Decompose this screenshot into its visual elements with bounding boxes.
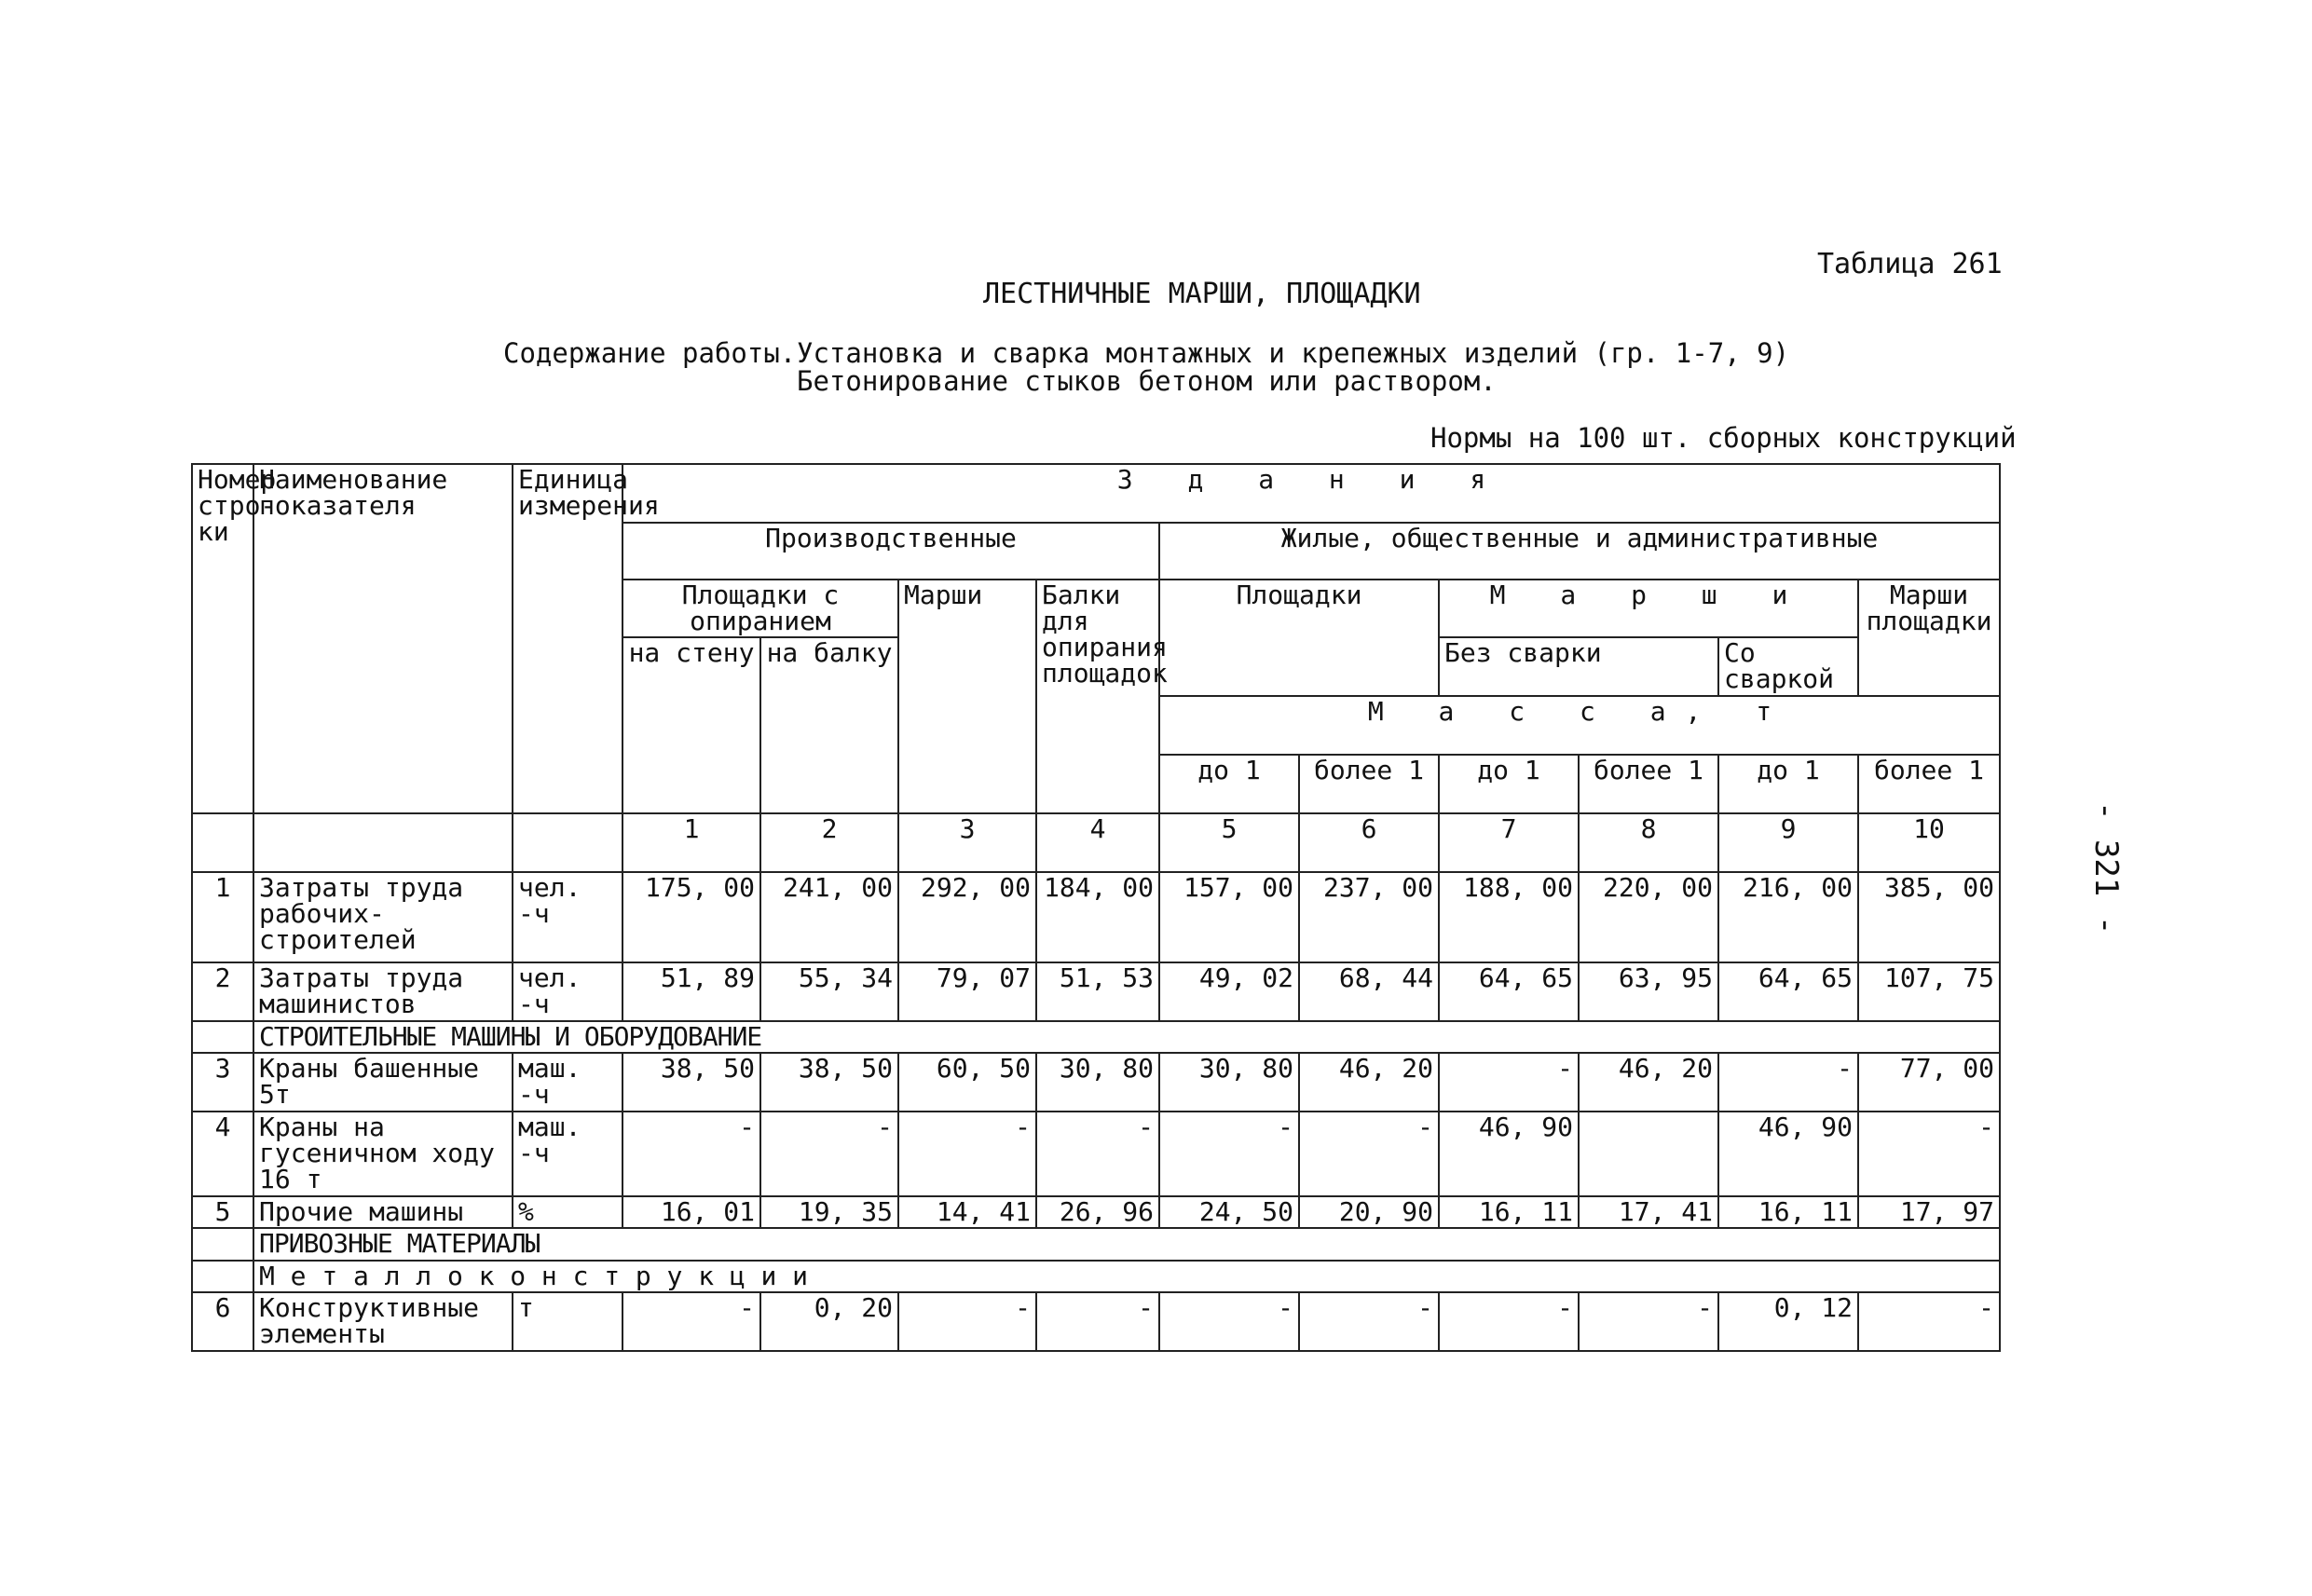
work-content-line-1: Установка и сварка монтажных и крепежных изделий (гр. 1-7, 9) (797, 337, 1790, 369)
value-cell: - (1159, 1292, 1299, 1351)
value-cell: 51, 89 (622, 962, 760, 1021)
header-flights: Марши (898, 580, 1036, 813)
table-body (192, 872, 2000, 1352)
page-number: - 321 - (2087, 801, 2125, 935)
value-cell: 30, 80 (1159, 1053, 1299, 1112)
header-empty-cell (192, 813, 253, 872)
value-cell: - (1036, 1112, 1159, 1196)
work-content-line-2: Бетонирование стыков бетоном или раствором. (797, 365, 1497, 397)
header-row-number: Номер стро-ки (192, 464, 253, 813)
value-cell: 64, 65 (1439, 962, 1579, 1021)
header-on-beam: на балку (760, 637, 898, 812)
work-content-label: Содержание работы. (503, 337, 797, 369)
table-row (192, 1292, 2000, 1351)
header-on-wall: на стену (622, 637, 760, 812)
value-cell: 17, 97 (1858, 1196, 2000, 1228)
table-row (192, 1196, 2000, 1228)
value-cell: - (1439, 1292, 1579, 1351)
value-cell: - (1299, 1112, 1439, 1196)
column-number: 2 (760, 813, 898, 872)
value-cell: - (622, 1112, 760, 1196)
header-over-1: более 1 (1299, 755, 1439, 813)
header-buildings: З д а н и я (622, 464, 2000, 523)
section-title: СТРОИТЕЛЬНЫЕ МАШИНЫ И ОБОРУДОВАНИЕ (253, 1021, 2000, 1053)
row-number: 3 (192, 1053, 253, 1112)
header-with-welding: Со сваркой (1718, 637, 1858, 696)
table-row (192, 1053, 2000, 1112)
value-cell: 216, 00 (1718, 872, 1858, 962)
norm-table (191, 463, 2001, 1352)
header-empty-cell (253, 813, 513, 872)
unit: маш. -ч (513, 1112, 622, 1196)
column-number: 10 (1858, 813, 2000, 872)
column-number: 6 (1299, 813, 1439, 872)
value-cell: - (1579, 1292, 1718, 1351)
value-cell: 20, 90 (1299, 1196, 1439, 1228)
column-number: 1 (622, 813, 760, 872)
value-cell: 68, 44 (1299, 962, 1439, 1021)
row-number: 2 (192, 962, 253, 1021)
value-cell: - (1159, 1112, 1299, 1196)
column-number: 7 (1439, 813, 1579, 872)
value-cell: 46, 90 (1718, 1112, 1858, 1196)
unit: чел. -ч (513, 872, 622, 962)
value-cell: 241, 00 (760, 872, 898, 962)
header-residential: Жилые, общественные и административные (1159, 523, 2000, 580)
header-flights-spaced: М а р ш и (1439, 580, 1858, 638)
row-number: 6 (192, 1292, 253, 1351)
header-industrial: Производственные (622, 523, 1159, 580)
row-number: 1 (192, 872, 253, 962)
indicator-name: Конструктивные элементы (253, 1292, 513, 1351)
header-beams: Балки для опирания площадок (1036, 580, 1159, 813)
section-row (192, 1228, 2000, 1260)
indicator-name: Краны на гусеничном ходу 16 т (253, 1112, 513, 1196)
indicator-name: Затраты труда машинистов (253, 962, 513, 1021)
document-title: ЛЕСТНИЧНЫЕ МАРШИ, ПЛОЩАДКИ (983, 278, 1421, 310)
row-number: 4 (192, 1112, 253, 1196)
value-cell: 51, 53 (1036, 962, 1159, 1021)
header-platforms: Площадки (1159, 580, 1439, 697)
value-cell: 46, 20 (1579, 1053, 1718, 1112)
value-cell: 16, 11 (1439, 1196, 1579, 1228)
value-cell: 0, 12 (1718, 1292, 1858, 1351)
value-cell: - (1036, 1292, 1159, 1351)
header-platforms-support: Площадки с опиранием (622, 580, 898, 638)
column-number: 5 (1159, 813, 1299, 872)
section-blank-cell (192, 1021, 253, 1053)
header-up-to-1: до 1 (1439, 755, 1579, 813)
value-cell: 46, 90 (1439, 1112, 1579, 1196)
table-row (192, 962, 2000, 1021)
unit: т (513, 1292, 622, 1351)
value-cell: 107, 75 (1858, 962, 2000, 1021)
value-cell: - (1858, 1112, 2000, 1196)
value-cell: 64, 65 (1718, 962, 1858, 1021)
value-cell: - (1439, 1053, 1579, 1112)
section-row (192, 1261, 2000, 1292)
value-cell: 16, 11 (1718, 1196, 1858, 1228)
table-row (192, 872, 2000, 962)
value-cell: 157, 00 (1159, 872, 1299, 962)
indicator-name: Затраты труда рабочих-строителей (253, 872, 513, 962)
value-cell: 17, 41 (1579, 1196, 1718, 1228)
value-cell: - (1299, 1292, 1439, 1351)
header-flights-platforms: Марши площадки (1858, 580, 2000, 697)
header-unit: Единица измерения (513, 464, 622, 813)
header-up-to-1: до 1 (1159, 755, 1299, 813)
header-no-welding: Без сварки (1439, 637, 1718, 696)
value-cell: 60, 50 (898, 1053, 1036, 1112)
value-cell: - (898, 1292, 1036, 1351)
header-indicator-name: Наименование показателя (253, 464, 513, 813)
section-blank-cell (192, 1228, 253, 1260)
header-mass: М а с с а, т (1159, 696, 2000, 755)
value-cell: 38, 50 (760, 1053, 898, 1112)
indicator-name: Краны башенные 5т (253, 1053, 513, 1112)
value-cell: 175, 00 (622, 872, 760, 962)
header-up-to-1: до 1 (1718, 755, 1858, 813)
value-cell: 38, 50 (622, 1053, 760, 1112)
section-title: ПРИВОЗНЫЕ МАТЕРИАЛЫ (253, 1228, 2000, 1260)
value-cell: 55, 34 (760, 962, 898, 1021)
indicator-name: Прочие машины (253, 1196, 513, 1228)
value-cell: 0, 20 (760, 1292, 898, 1351)
value-cell: 14, 41 (898, 1196, 1036, 1228)
value-cell: 77, 00 (1858, 1053, 2000, 1112)
table-number: Таблица 261 (1817, 248, 2003, 280)
value-cell: 385, 00 (1858, 872, 2000, 962)
value-cell: 63, 95 (1579, 962, 1718, 1021)
value-cell: 292, 00 (898, 872, 1036, 962)
value-cell: - (1718, 1053, 1858, 1112)
column-number: 9 (1718, 813, 1858, 872)
header-over-1: более 1 (1579, 755, 1718, 813)
value-cell: 79, 07 (898, 962, 1036, 1021)
section-row (192, 1021, 2000, 1053)
value-cell: - (1858, 1292, 2000, 1351)
column-number: 8 (1579, 813, 1718, 872)
value-cell: 49, 02 (1159, 962, 1299, 1021)
value-cell: 220, 00 (1579, 872, 1718, 962)
value-cell: 30, 80 (1036, 1053, 1159, 1112)
value-cell: 24, 50 (1159, 1196, 1299, 1228)
value-cell: 46, 20 (1299, 1053, 1439, 1112)
unit: чел. -ч (513, 962, 622, 1021)
unit: % (513, 1196, 622, 1228)
value-cell: 184, 00 (1036, 872, 1159, 962)
row-number: 5 (192, 1196, 253, 1228)
value-cell: 26, 96 (1036, 1196, 1159, 1228)
column-number: 4 (1036, 813, 1159, 872)
header-over-1: более 1 (1858, 755, 2000, 813)
value-cell: 16, 01 (622, 1196, 760, 1228)
value-cell: 19, 35 (760, 1196, 898, 1228)
column-number: 3 (898, 813, 1036, 872)
value-cell (1579, 1112, 1718, 1196)
unit: маш. -ч (513, 1053, 622, 1112)
header-empty-cell (513, 813, 622, 872)
value-cell: - (622, 1292, 760, 1351)
norm-note: Нормы на 100 шт. сборных конструкций (1430, 422, 2017, 454)
section-title: Металлоконструкции (253, 1261, 2000, 1292)
value-cell: - (760, 1112, 898, 1196)
value-cell: 237, 00 (1299, 872, 1439, 962)
table-row (192, 1112, 2000, 1196)
value-cell: 188, 00 (1439, 872, 1579, 962)
value-cell: - (898, 1112, 1036, 1196)
section-blank-cell (192, 1261, 253, 1292)
